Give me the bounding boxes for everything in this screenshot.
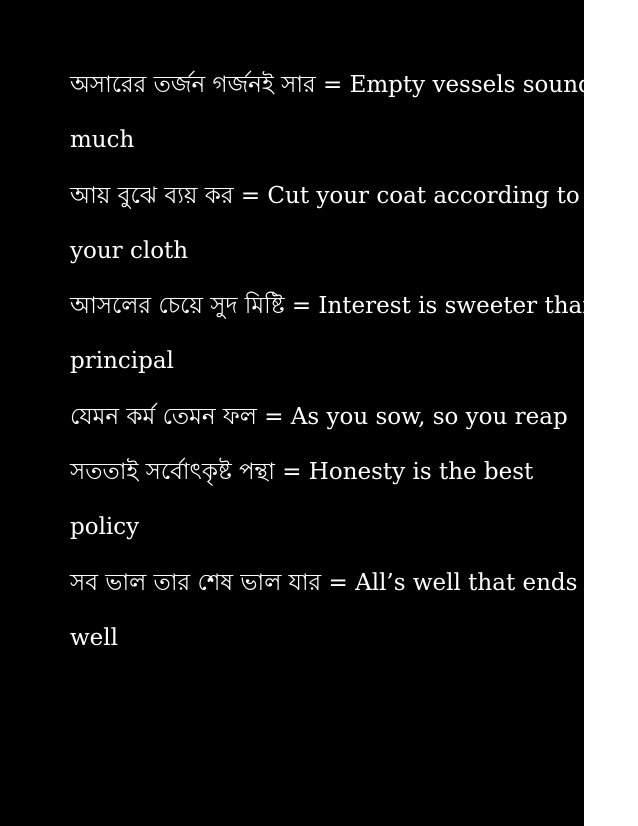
proverb-6-line-1: সব ভাল তার শেষ ভাল যার = All’s well that ends: [70, 569, 578, 596]
proverb-list: [70, 58, 598, 666]
proverb-3-line-1: আসলের চেয়ে সুদ মিষ্টি = Interest is sweeter than: [70, 293, 598, 320]
proverb-5-line-1: সততাই সর্বোৎকৃষ্ট পন্থা = Honesty is the best: [70, 459, 534, 486]
proverb-5-line-2: policy: [70, 514, 140, 541]
proverb-2-line-1: আয় বুঝে ব্যয় কর = Cut your coat according to: [70, 182, 580, 209]
proverb-2-line-2: your cloth: [70, 237, 189, 264]
proverb-1-line-1: অসারের তর্জন গর্জনই সার = Empty vessels sound: [70, 72, 593, 98]
proverb-4-line-1: যেমন কর্ম তেমন ফল = As you sow, so you reap: [70, 403, 568, 430]
proverb-1-line-2: much: [70, 127, 135, 154]
proverb-6-line-2: well: [70, 624, 119, 651]
proverb-3-line-2: principal: [70, 348, 174, 375]
